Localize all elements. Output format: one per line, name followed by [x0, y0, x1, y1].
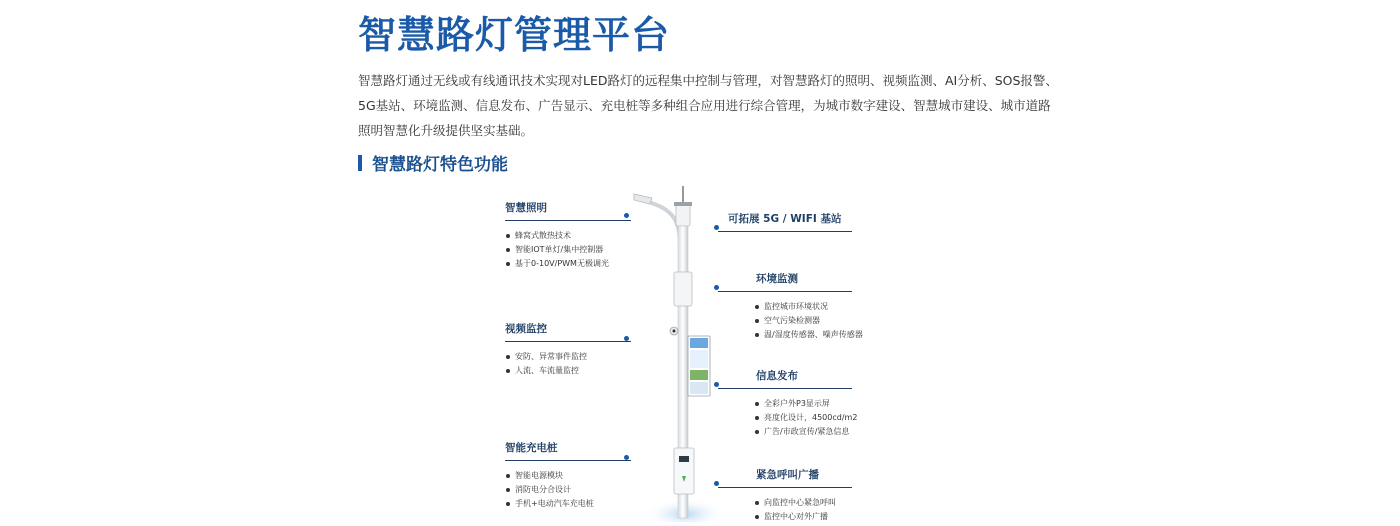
list-item: 智能IOT单灯/集中控制器 — [505, 243, 631, 257]
list-item: 监控中心对外广播 — [754, 510, 852, 524]
list-item: 广告/市政宣传/紧急信息 — [754, 425, 852, 439]
list-item: 亮度化设计，4500cd/m2 — [754, 411, 852, 425]
list-item: 手机+电动汽车充电桩 — [505, 497, 631, 511]
feature-environment-list — [754, 300, 863, 342]
feature-base-station-title: 可拓展 5G / WIFI 基站 — [718, 211, 852, 232]
list-item: 温/湿度传感器、噪声传感器 — [754, 328, 852, 342]
feature-lighting-title: 智慧照明 — [505, 200, 631, 221]
connector-dot — [624, 336, 629, 341]
list-item: 基于0-10V/PWM无极调光 — [505, 257, 631, 271]
list-item: 安防、异常事件监控 — [505, 350, 631, 364]
feature-environment-title: 环境监测 — [718, 271, 852, 292]
connector-dot — [624, 213, 629, 218]
list-item: 消防电分合设计 — [505, 483, 631, 497]
feature-info-title: 信息发布 — [718, 368, 852, 389]
base-station-cap — [674, 202, 692, 206]
feature-video-title: 视频监控 — [505, 321, 631, 342]
feature-emergency-list — [754, 496, 852, 524]
feature-lighting — [505, 200, 631, 271]
environment-sensor-icon — [674, 272, 692, 306]
section-header — [358, 150, 508, 175]
feature-video-list — [505, 350, 631, 378]
section-title: 智慧路灯特色功能 — [372, 155, 508, 175]
charging-box-icon — [674, 448, 694, 494]
list-item: 监控城市环境状况 — [754, 300, 852, 314]
list-item: 全彩户外P3显示屏 — [754, 397, 852, 411]
screen-panel — [690, 338, 708, 348]
feature-charging-list — [505, 469, 631, 511]
screen-panel — [690, 350, 708, 368]
feature-emergency-title: 紧急呼叫广播 — [718, 467, 852, 488]
list-item: 向监控中心紧急呼叫 — [754, 496, 852, 510]
smart-pole-svg — [630, 186, 740, 522]
base-station-unit — [676, 204, 690, 226]
charging-display — [679, 456, 689, 462]
list-item: 智能电源模块 — [505, 469, 631, 483]
feature-charging — [505, 440, 631, 511]
lamp-arm — [642, 200, 680, 246]
intro-paragraph: 智慧路灯通过无线或有线通讯技术实现对LED路灯的远程集中控制与管理，对智慧路灯的照明、视频监测、AI分析、SOS报警、5G基站、环境监测、信息发布、广告显示、充电桩等多种组合应用进行综合管理，为城市数字建设、智慧城市建设、城市道路照明智慧化升级提供坚实基础。 — [358, 73, 1058, 138]
feature-info-list — [754, 397, 858, 439]
feature-lighting-list — [505, 229, 631, 271]
screen-panel — [690, 382, 708, 394]
feature-video — [505, 321, 631, 378]
lamp-head-icon — [634, 194, 652, 204]
list-item: 人流、车流量监控 — [505, 364, 631, 378]
page-title: 智慧路灯管理平台 — [358, 13, 671, 57]
smart-pole-illustration — [630, 186, 740, 522]
list-item: 蜂窝式散热技术 — [505, 229, 631, 243]
feature-charging-title: 智能充电桩 — [505, 440, 631, 461]
section-accent-bar — [358, 155, 362, 171]
list-item: 空气污染检测器 — [754, 314, 852, 328]
camera-lens — [673, 330, 676, 333]
connector-dot — [624, 455, 629, 460]
screen-panel — [690, 370, 708, 380]
